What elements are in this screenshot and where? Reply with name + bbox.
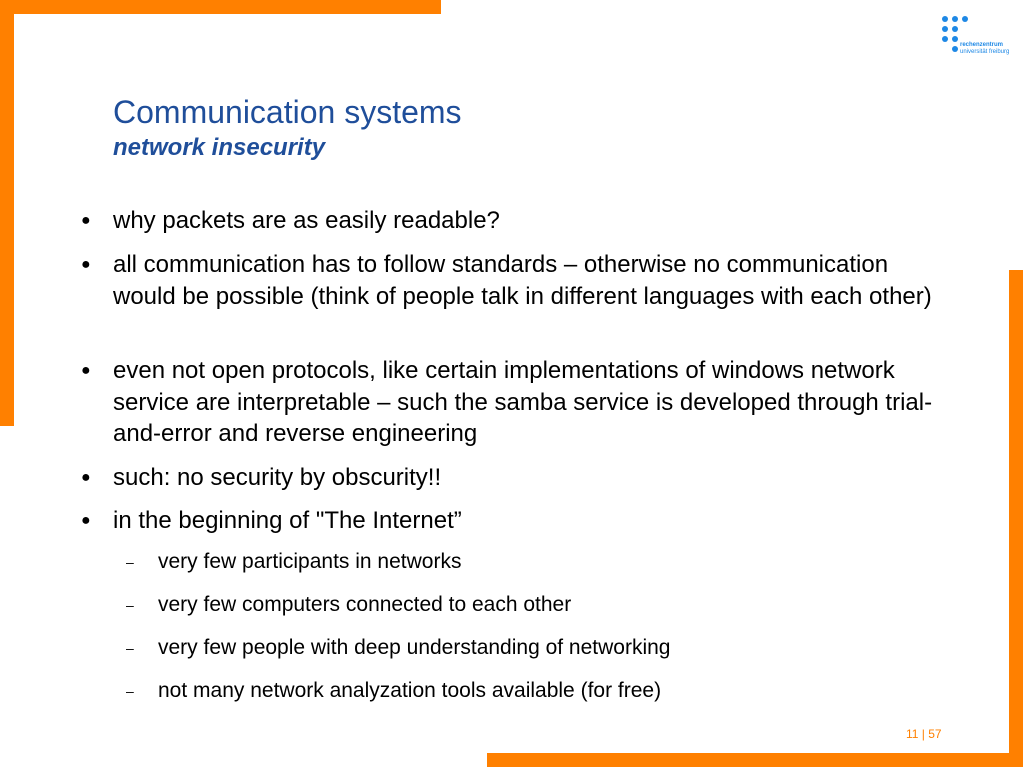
rechenzentrum-logo-icon: [940, 14, 1020, 64]
sub-bullet-item: [126, 549, 958, 575]
sub-bullet-text: very few participants in networks: [158, 550, 462, 573]
dash-icon: –: [126, 640, 134, 656]
bullet-item: [81, 355, 953, 450]
logo-line-2: universität freiburg: [960, 49, 1010, 55]
slide-title: Communication systems: [113, 94, 462, 130]
bullet-text: in the beginning of "The Internet”: [113, 507, 462, 534]
page-number: 11 | 57: [906, 727, 942, 741]
bullet-text: all communication has to follow standards – otherwise no communication would be possible (think of people talk in different languages with each other): [113, 251, 932, 310]
bullet-dot-icon: ●: [81, 469, 91, 486]
right-accent-bar: [1009, 270, 1023, 767]
bullet-item: [81, 205, 953, 237]
bullet-dot-icon: ●: [81, 256, 91, 273]
bullet-item: [81, 505, 953, 537]
bullet-text: why packets are as easily readable?: [113, 207, 500, 234]
slide-subtitle: network insecurity: [113, 134, 326, 161]
bullet-dot-icon: ●: [81, 362, 91, 379]
logo-line-1: rechenzentrum: [960, 42, 1004, 48]
bullet-dot-icon: ●: [81, 212, 91, 229]
sub-bullet-text: not many network analyzation tools available (for free): [158, 679, 662, 702]
bullet-item: [81, 249, 953, 312]
bottom-accent-bar: [487, 753, 1023, 767]
bullet-item: [81, 462, 953, 494]
top-accent-bar: [0, 0, 441, 14]
sub-bullet-text: very few people with deep understanding of networking: [158, 636, 671, 659]
dash-icon: –: [126, 554, 134, 570]
bullet-dot-icon: ●: [81, 512, 91, 529]
dash-icon: –: [126, 597, 134, 613]
dash-icon: –: [126, 683, 134, 699]
bullet-text: such: no security by obscurity!!: [113, 464, 442, 491]
sub-bullet-item: [126, 635, 958, 661]
sub-bullet-item: [126, 678, 958, 704]
bullet-text: even not open protocols, like certain implementations of windows network service are interpretable – such the samba service is developed through trial-and-error and reverse engineering: [113, 357, 933, 447]
logo-text: [960, 42, 1020, 56]
sub-bullet-text: very few computers connected to each other: [158, 593, 572, 616]
sub-bullet-item: [126, 592, 958, 618]
left-accent-bar: [0, 0, 14, 426]
